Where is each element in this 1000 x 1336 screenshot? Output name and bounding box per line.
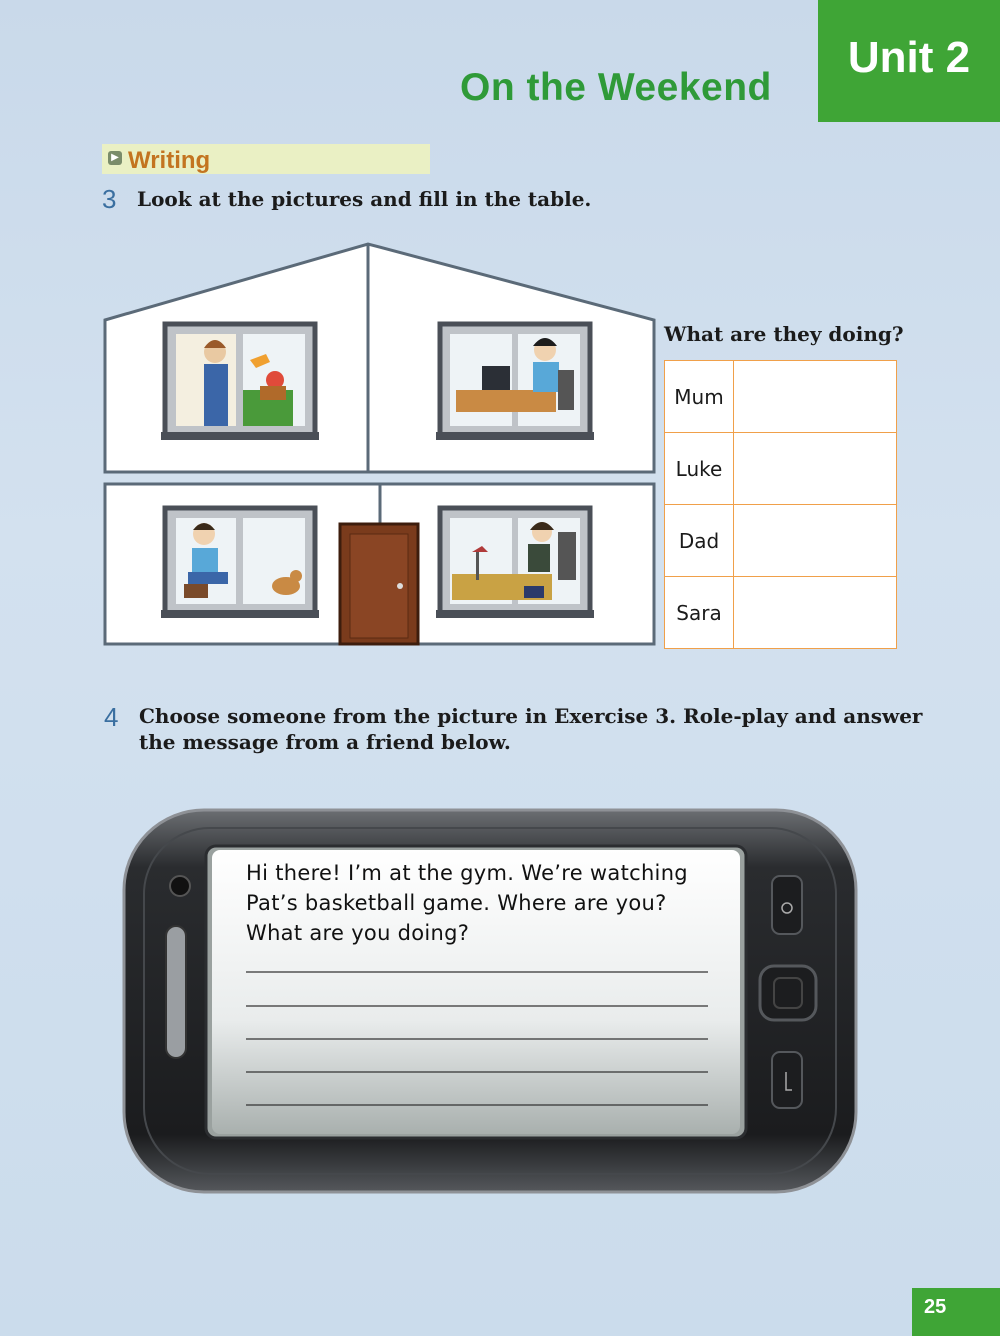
table-row <box>665 433 897 505</box>
unit-tab <box>818 0 1000 122</box>
exercise-4-instruction-line2: the message from a friend below. <box>139 730 511 754</box>
camera-icon <box>170 876 190 896</box>
home-button-icon <box>760 966 816 1020</box>
speaker-grille <box>166 926 186 1058</box>
table-row <box>665 577 897 649</box>
exercise-4-instruction-line1: Choose someone from the picture in Exercise 3. Role-play and answer <box>139 704 923 728</box>
message-line: Pat’s basketball game. Where are you? <box>246 891 667 915</box>
page-title: On the Weekend <box>460 66 772 109</box>
row-name: Dad <box>665 505 734 577</box>
window-luke <box>436 324 594 440</box>
row-name: Luke <box>665 433 734 505</box>
exercise-4-number: 4 <box>104 702 119 732</box>
window-dad <box>161 508 319 618</box>
message-text <box>246 858 716 948</box>
answer-cell[interactable] <box>734 505 897 577</box>
message-line: What are you doing? <box>246 921 470 945</box>
back-button-icon <box>772 1052 802 1108</box>
play-icon: ▶ <box>108 151 122 165</box>
answer-table <box>664 360 897 649</box>
window-mum <box>161 324 319 440</box>
message-line: Hi there! I’m at the gym. We’re watching <box>246 861 688 885</box>
table-question: What are they doing? <box>664 322 904 346</box>
exercise-3-number: 3 <box>102 184 117 214</box>
table-row <box>665 505 897 577</box>
section-label: Writing <box>128 147 211 174</box>
answer-cell[interactable] <box>734 577 897 649</box>
answer-cell[interactable] <box>734 361 897 433</box>
power-button-icon <box>772 876 802 934</box>
row-name: Mum <box>665 361 734 433</box>
row-name: Sara <box>665 577 734 649</box>
table-row <box>665 361 897 433</box>
window-sara <box>436 508 594 618</box>
answer-cell[interactable] <box>734 433 897 505</box>
house-illustration <box>100 240 660 650</box>
exercise-3-instruction: Look at the pictures and fill in the table. <box>137 187 592 211</box>
unit-label: Unit 2 <box>847 33 971 82</box>
page-number: 25 <box>912 1288 1000 1336</box>
